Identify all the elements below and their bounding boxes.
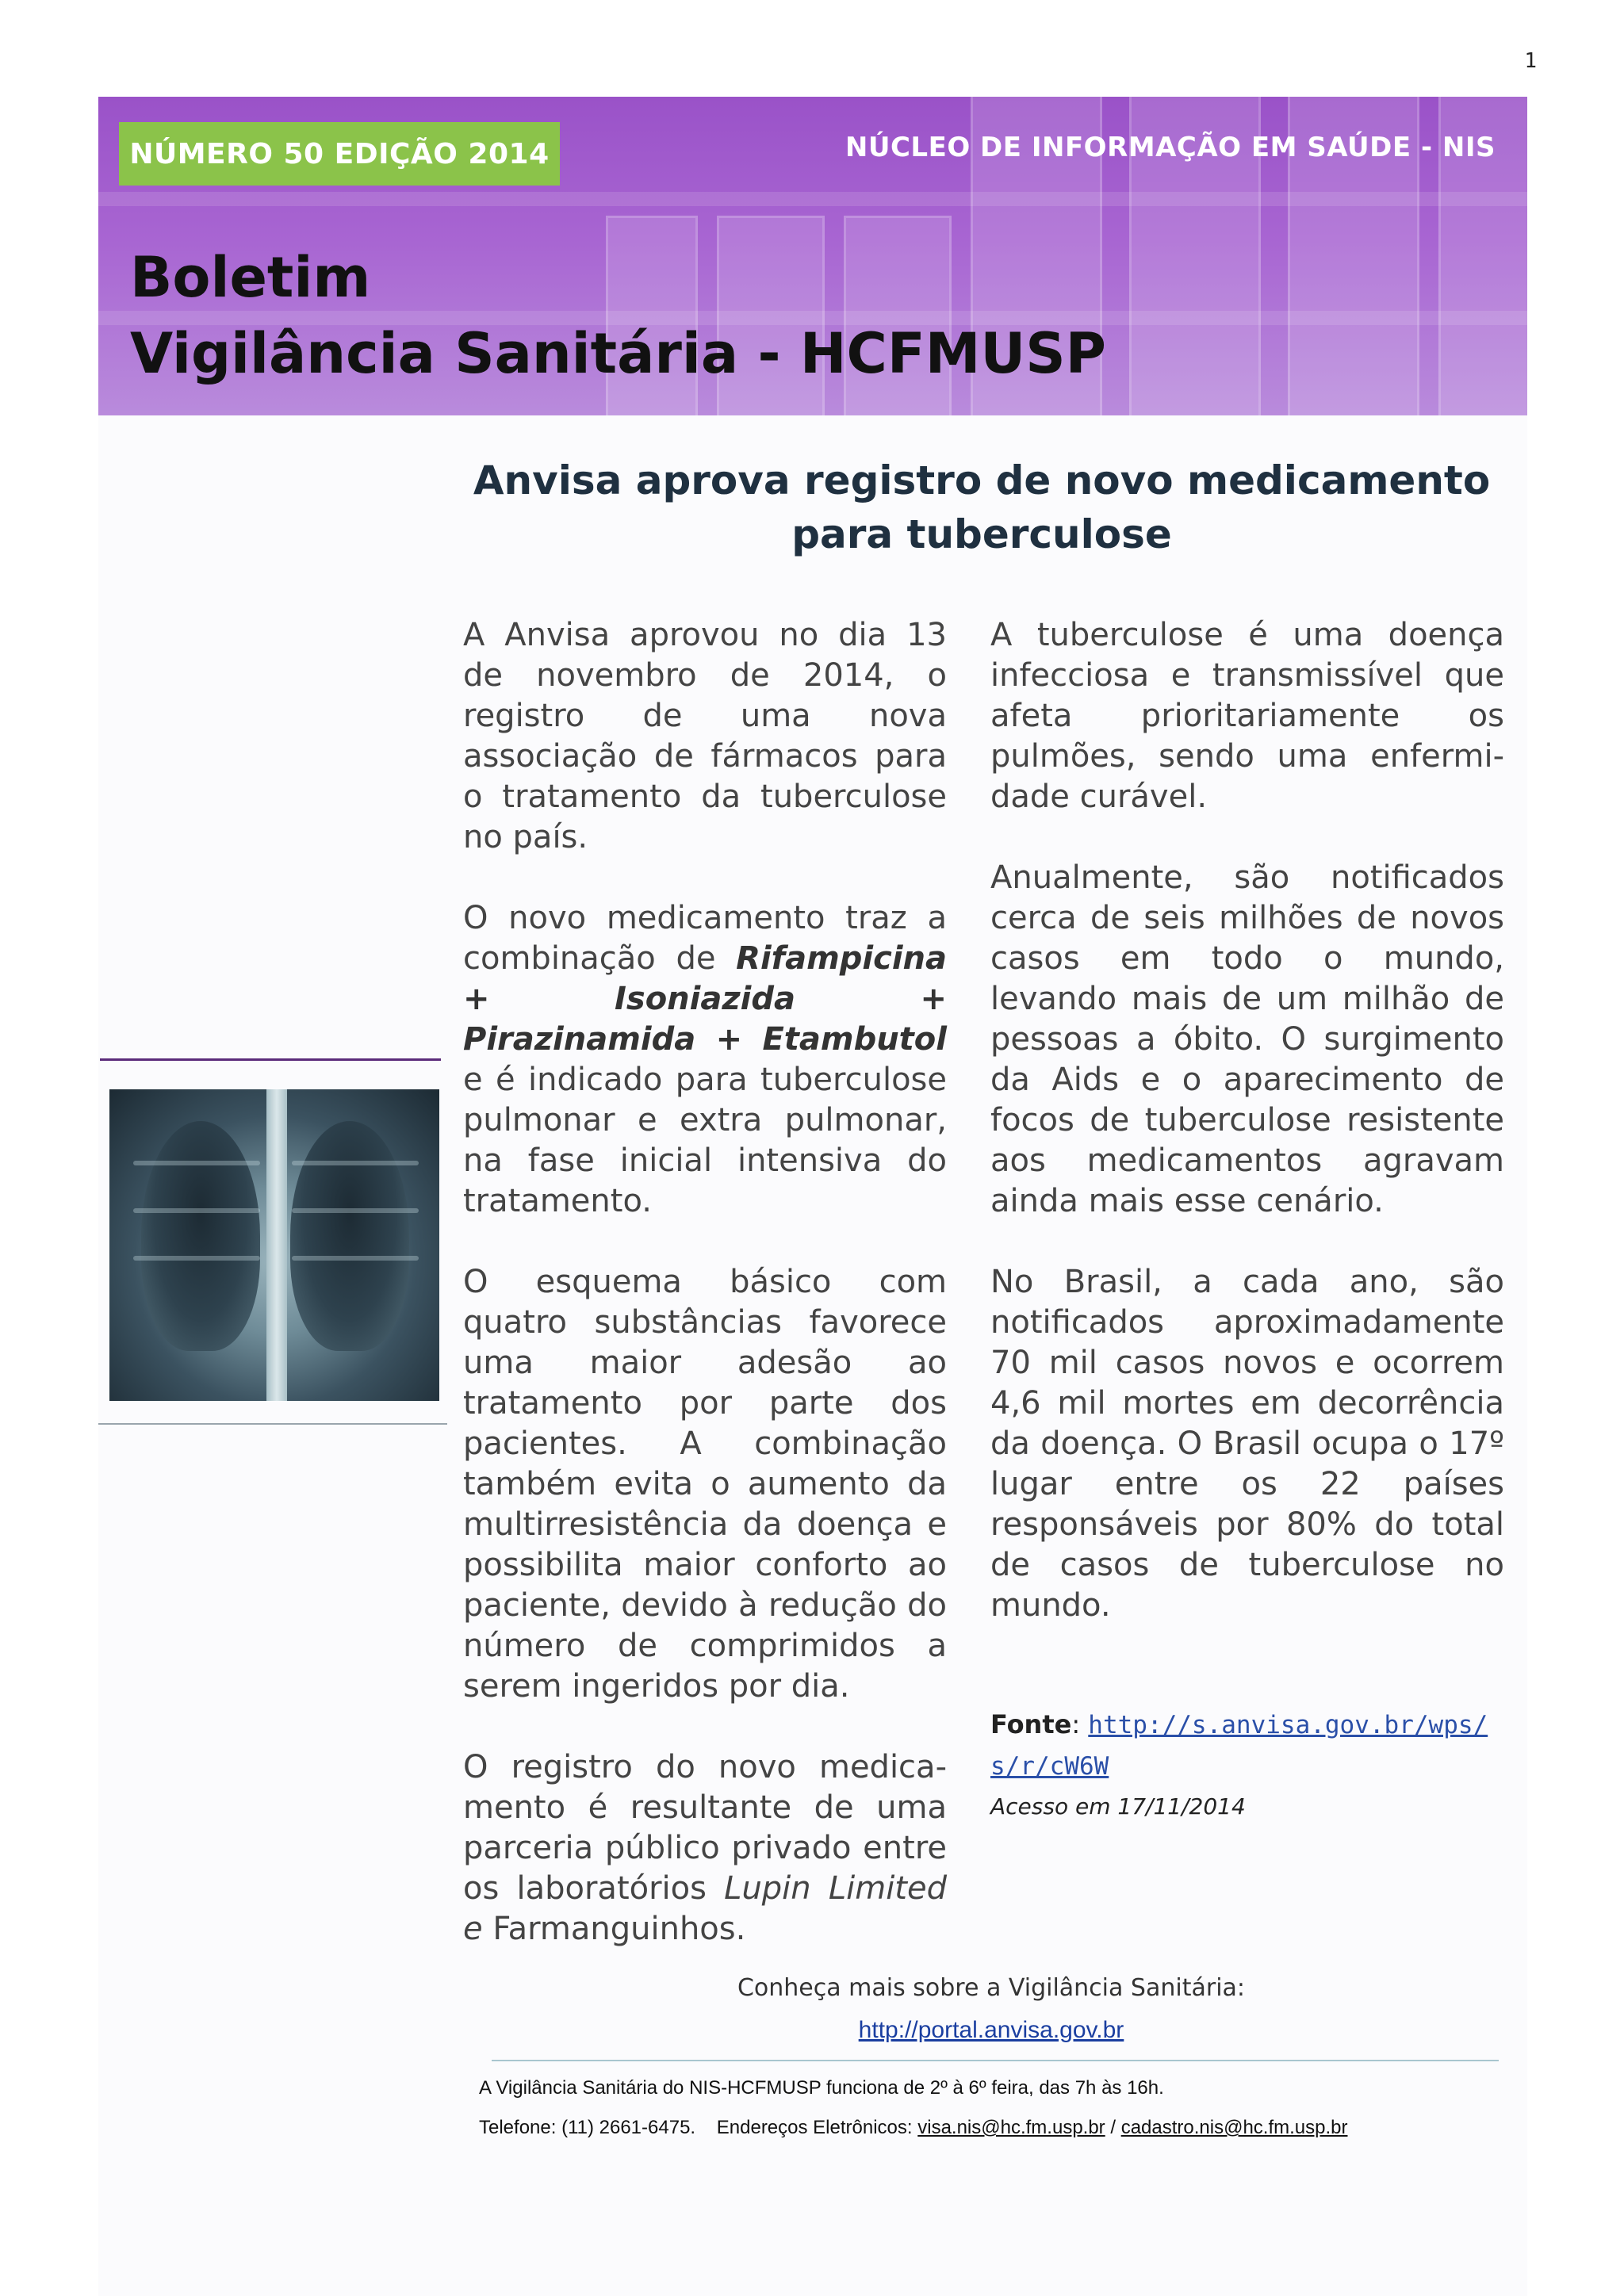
footer-contact [479,2117,1348,2139]
source-label: Fonte [990,1709,1072,1739]
page-number: 1 [1524,49,1537,73]
access-date: Acesso em 17/11/2014 [990,1793,1246,1820]
sidebar-divider-bottom [98,1423,447,1425]
article-title: Anvisa aprova registro de novo medicamento para tuberculose [473,457,1491,557]
footer-divider [492,2060,1499,2061]
portal-link[interactable]: http://portal.anvisa.gov.br [858,2017,1124,2043]
source-citation: Fonte: http://s.anvisa.gov.br/wps/s/r/cW6W [990,1709,1488,1781]
paragraph: A tuberculose é uma doença infecciosa e transmissível que afeta prioritariamente os pulmões, sendo uma enfermi-dade curável. [990,617,1504,815]
lab-name: Farmanguinhos. [492,1911,746,1947]
paragraph: O novo medicamento traz a combinação de Rifampicina + Isoniazida + Pirazinamida + Etambutol e é indicado para tuberculose pulmonar e extra pulmonar, na fase inicial intensiva do tratamento. [463,900,947,1219]
bulletin-title-line1: Boletim [130,245,371,310]
lab-name: Lupin Limited [724,1870,947,1907]
source-link[interactable]: http://s.anvisa.gov.br/wps/s/r/cW6W [990,1711,1488,1781]
edition-badge: NÚMERO 50 EDIÇÃO 2014 [119,122,560,186]
phone: Telefone: (11) 2661-6475. [479,2117,696,2138]
article-column-right [990,615,1504,1667]
email-separator: / [1105,2117,1121,2138]
email-link-visa[interactable]: visa.nis@hc.fm.usp.br [917,2117,1105,2138]
email-link-cadastro[interactable]: cadastro.nis@hc.fm.usp.br [1120,2117,1348,2138]
paragraph: Anualmente, são notificados cerca de seis milhões de novos casos em todo o mundo, levando mais de um milhão de pessoas a óbito. O surgimento da Aids e o aparecimento de focos de tuberculose resistente aos medicamentos agravam ainda mais esse cenário. [990,859,1504,1219]
article-column-left [463,615,947,1990]
chest-xray-image [109,1089,439,1401]
bulletin-title [130,239,1106,392]
header-banner [98,97,1527,415]
drug-combination: Rifampicina + Isoniazida + Pirazinamida + Etambutol [463,940,947,1058]
paragraph: No Brasil, a cada ano, são notificados aproximadamente 70 mil casos novos e ocorrem 4,6 mil mortes em decorrência da doença. O Brasil ocupa o 17º lugar entre os 22 países responsáveis por 80% do total de casos de tuberculose no mundo. [990,1264,1504,1624]
paragraph: O registro do novo medica-mento é resultante de uma parceria público privado entre os laboratórios Lupin Limited e Farmanguinhos. [463,1749,947,1947]
emails-label: Endereços Eletrônicos: [716,2117,913,2138]
paragraph: O esquema básico com quatro substâncias favorece uma maior adesão ao tratamento por parte dos pacientes. A combinação também evita o aumento da multirresistência da doença e possibilita maior conforto ao paciente, devido à redução do número de comprimidos a serem ingeridos por dia. [463,1264,947,1705]
paragraph: A Anvisa aprovou no dia 13 de novembro de 2014, o registro de uma nova associação de fármacos para o tratamento da tuberculose no país. [463,617,947,855]
sidebar-divider-top [100,1058,441,1061]
bulletin-title-line2: Vigilância Sanitária - HCFMUSP [130,321,1106,386]
organization-name: NÚCLEO DE INFORMAÇÃO EM SAÚDE - NIS [845,132,1496,163]
footer-learn-more: Conheça mais sobre a Vigilância Sanitária: [737,1974,1246,2002]
footer-hours: A Vigilância Sanitária do NIS-HCFMUSP funciona de 2º à 6º feira, das 7h às 16h. [479,2077,1164,2099]
